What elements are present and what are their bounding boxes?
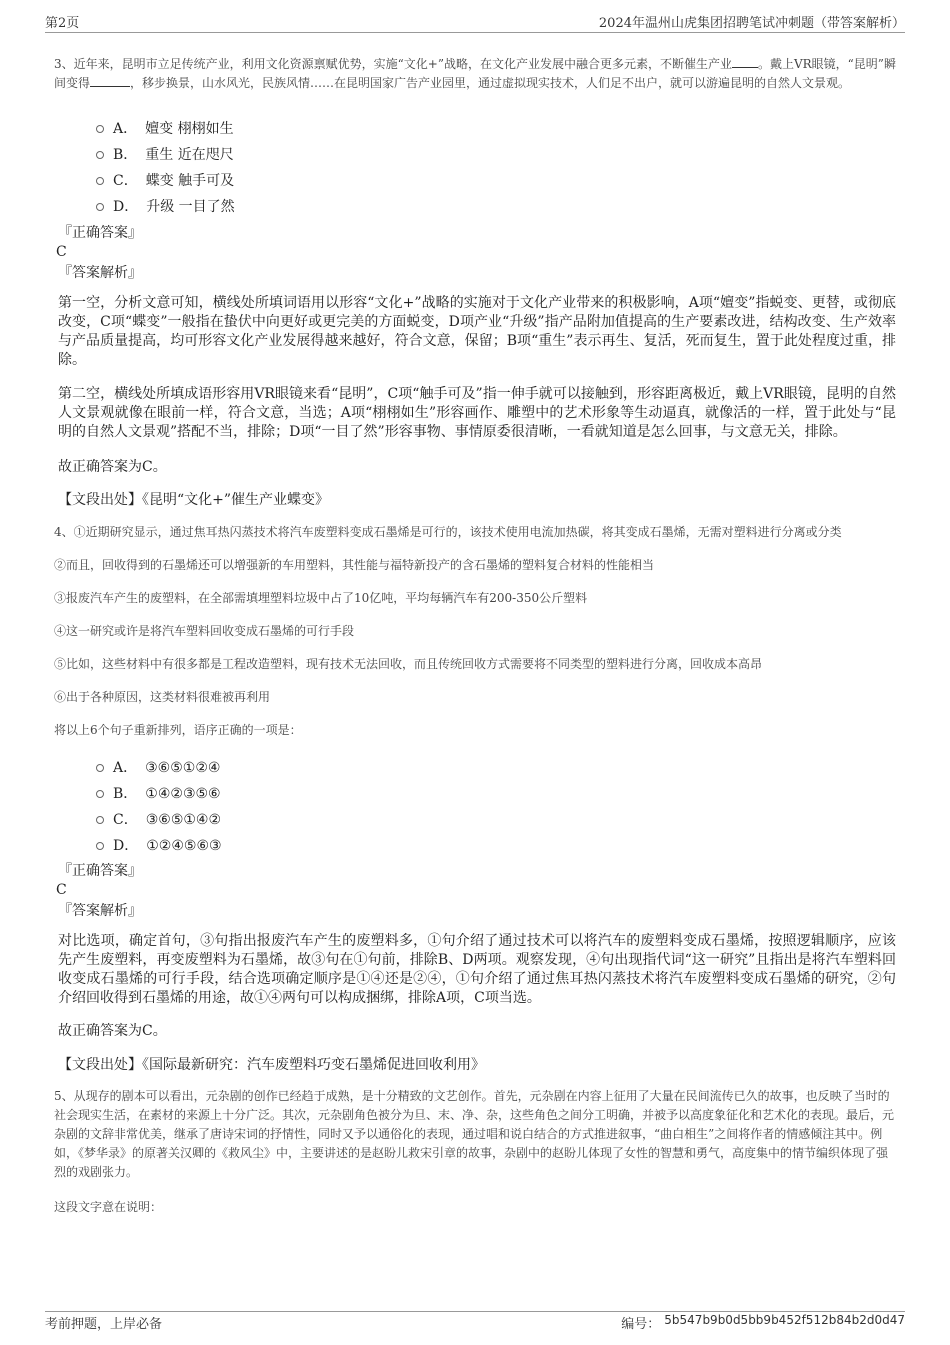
- option-letter: B．: [113, 147, 138, 163]
- option-text: 重生 近在咫尺: [145, 147, 234, 163]
- option-text: 蝶变 触手可及: [145, 173, 235, 189]
- option-c[interactable]: [96, 807, 896, 833]
- page-header: [45, 12, 905, 33]
- question-4-prompt: 将以上6个句子重新排列，语序正确的一项是：: [54, 723, 302, 737]
- source-citation: 【文段出处】《国际最新研究：汽车废塑料巧变石墨烯促进回收利用》: [58, 1057, 485, 1073]
- option-d[interactable]: [96, 833, 896, 859]
- answer-label: 『正确答案』: [58, 225, 142, 241]
- option-text: ①②④⑤⑥③: [146, 838, 222, 854]
- sentence-item: ④这一研究或许是将汽车塑料回收变成石墨烯的可行手段: [54, 624, 355, 638]
- code-label: 编号：: [621, 1317, 661, 1332]
- option-text: 升级 一目了然: [146, 199, 235, 215]
- question-4-options: [54, 755, 896, 859]
- answer-value: C: [56, 882, 67, 898]
- option-letter: C．: [113, 173, 138, 189]
- analysis-paragraph: 对比选项，确定首句，③句指出报废汽车产生的废塑料多，①句介绍了通过技术可以将汽车的废塑料变成石墨烯，按照逻辑顺序，应该先产生废塑料，再变废塑料为石墨烯，故③句在①句前，排除B、D两项。观察发现，④句出现指代词“这一研究”且指出是将汽车塑料回收变成石墨烯的可行手段，结合选项确定顺序是①④还是②④，①句介绍了通过焦耳热闪蒸技术将汽车废塑料变成石墨烯的研究，②句介绍回收得到石墨烯的用途，故①④两句可以构成捆绑，排除A项，C项当选。: [58, 933, 896, 1006]
- option-a[interactable]: [96, 755, 896, 781]
- option-letter: D．: [113, 199, 139, 215]
- conclusion: 故正确答案为C。: [58, 1023, 167, 1039]
- radio-icon[interactable]: [96, 151, 104, 159]
- option-b[interactable]: [96, 781, 896, 807]
- radio-icon[interactable]: [96, 790, 104, 798]
- answer-value: C: [56, 244, 67, 260]
- radio-icon[interactable]: [96, 125, 104, 133]
- document-title: 2024年温州山虎集团招聘笔试冲刺题（带答案解析）: [598, 16, 905, 31]
- option-a[interactable]: [96, 116, 896, 142]
- sentence-item: ③报废汽车产生的废塑料，在全部需填埋塑料垃圾中占了10亿吨，平均每辆汽车有200-350公斤塑料: [54, 591, 588, 605]
- analysis-paragraph: 第一空，分析文意可知，横线处所填词语用以形容“文化+”战略的实施对于文化产业带来的积极影响，A项“嬗变”指蜕变、更替，或彻底改变，C项“蝶变”一般指在蛰伏中向更好或更完美的方面蜕变，D项产业“升级”指产品附加值提高的生产要素改进，结构改变、生产效率与产品质量提高，均可形容文化产业发展得越来越好，符合文意，保留；B项“重生”表示再生、复活，死而复生，置于此处程度过重，排除。: [58, 295, 896, 368]
- radio-icon[interactable]: [96, 842, 104, 850]
- radio-icon[interactable]: [96, 764, 104, 772]
- option-letter: B．: [113, 786, 138, 802]
- sentence-item: ⑥出于各种原因，这类材料很难被再利用: [54, 690, 271, 704]
- option-text: ③⑥⑤①②④: [145, 760, 221, 776]
- blank-2: [90, 74, 130, 87]
- q3-stem-text-1: 3、近年来，昆明市立足传统产业，利用文化资源禀赋优势，实施“文化+”战略，在文化产业发展中融合更多元素，不断催生产业: [54, 57, 732, 71]
- option-letter: C．: [113, 812, 138, 828]
- option-b[interactable]: [96, 142, 896, 168]
- q3-stem-text-3: ，移步换景，山水风光，民族风情……在昆明国家广告产业园里，通过虚拟现实技术，人们足不出户，就可以游遍昆明的自然人文景观。: [130, 76, 851, 90]
- radio-icon[interactable]: [96, 816, 104, 824]
- question-3-options: [54, 116, 896, 220]
- analysis-label: 『答案解析』: [58, 265, 142, 281]
- question-3-stem: [54, 55, 896, 93]
- document-code: [621, 1313, 905, 1332]
- sentence-item: ⑤比如，这些材料中有很多都是工程改造塑料，现有技术无法回收，而且传统回收方式需要将不同类型的塑料进行分离，回收成本高昂: [54, 657, 763, 671]
- option-d[interactable]: [96, 194, 896, 220]
- analysis-paragraph: 第二空，横线处所填成语形容用VR眼镜来看“昆明”，C项“触手可及”指一伸手就可以接触到，形容距离极近，戴上VR眼镜，昆明的自然人文景观就像在眼前一样，符合文意，当选；A项“栩栩如生”形容画作、雕塑中的艺术形象等生动逼真，就像活的一样，置于此处与“昆明的自然人文景观”搭配不当，排除；D项“一目了然”形容事物、事情原委很清晰，一看就知道是怎么回事，与文意无关，排除。: [58, 386, 896, 440]
- answer-label: 『正确答案』: [58, 863, 142, 879]
- question-5-prompt: 这段文字意在说明：: [54, 1200, 163, 1214]
- q3-stem-text-2: 。戴上VR眼镜，“昆明”瞬间变得: [54, 57, 896, 90]
- sentence-item: ②而且，回收得到的石墨烯还可以增强新的车用塑料，其性能与福特新投产的含石墨烯的塑料复合材料的性能相当: [54, 558, 655, 572]
- option-letter: A．: [113, 760, 138, 776]
- option-letter: D．: [113, 838, 139, 854]
- radio-icon[interactable]: [96, 203, 104, 211]
- option-letter: A．: [113, 121, 138, 137]
- blank-1: [732, 55, 758, 68]
- question-4-stem: 4、①近期研究显示，通过焦耳热闪蒸技术将汽车废塑料变成石墨烯是可行的，该技术使用电流加热碳，将其变成石墨烯，无需对塑料进行分离或分类: [54, 525, 842, 539]
- option-c[interactable]: [96, 168, 896, 194]
- page-footer: [45, 1311, 905, 1332]
- main-content: [54, 55, 896, 1217]
- code-value: 5b547b9b0d5bb9b452f512b84b2d0d47: [664, 1313, 905, 1327]
- option-text: ①④②③⑤⑥: [145, 786, 221, 802]
- option-text: ③⑥⑤①④②: [145, 812, 222, 828]
- option-text: 嬗变 栩栩如生: [145, 121, 234, 137]
- question-5-stem: 5、从现存的剧本可以看出，元杂剧的创作已经趋于成熟，是十分精致的文艺创作。首先，元杂剧在内容上征用了大量在民间流传已久的故事，也反映了当时的社会现实生活，在素材的来源上十分广泛。其次，元杂剧角色被分为旦、末、净、杂，这些角色之间分工明确，并被予以高度象征化和艺术化的表现。最后，元杂剧的文辞非常优美，继承了唐诗宋词的抒情性，同时又予以通俗化的表现，通过唱和说白结合的方式推进叙事，“曲白相生”之间将作者的情感倾注其中。例如，《梦华录》的原著关汉卿的《救风尘》中，主要讲述的是赵盼儿救宋引章的故事，杂剧中的赵盼儿体现了女性的智慧和勇气，高度集中的情节编织体现了强烈的戏剧张力。: [54, 1089, 895, 1179]
- footer-note: 考前押题，上岸必备: [45, 1317, 163, 1332]
- page-number: 第2页: [45, 16, 80, 31]
- analysis-label: 『答案解析』: [58, 903, 142, 919]
- source-citation: 【文段出处】《昆明“文化+”催生产业蝶变》: [58, 492, 330, 508]
- conclusion: 故正确答案为C。: [58, 459, 167, 475]
- radio-icon[interactable]: [96, 177, 104, 185]
